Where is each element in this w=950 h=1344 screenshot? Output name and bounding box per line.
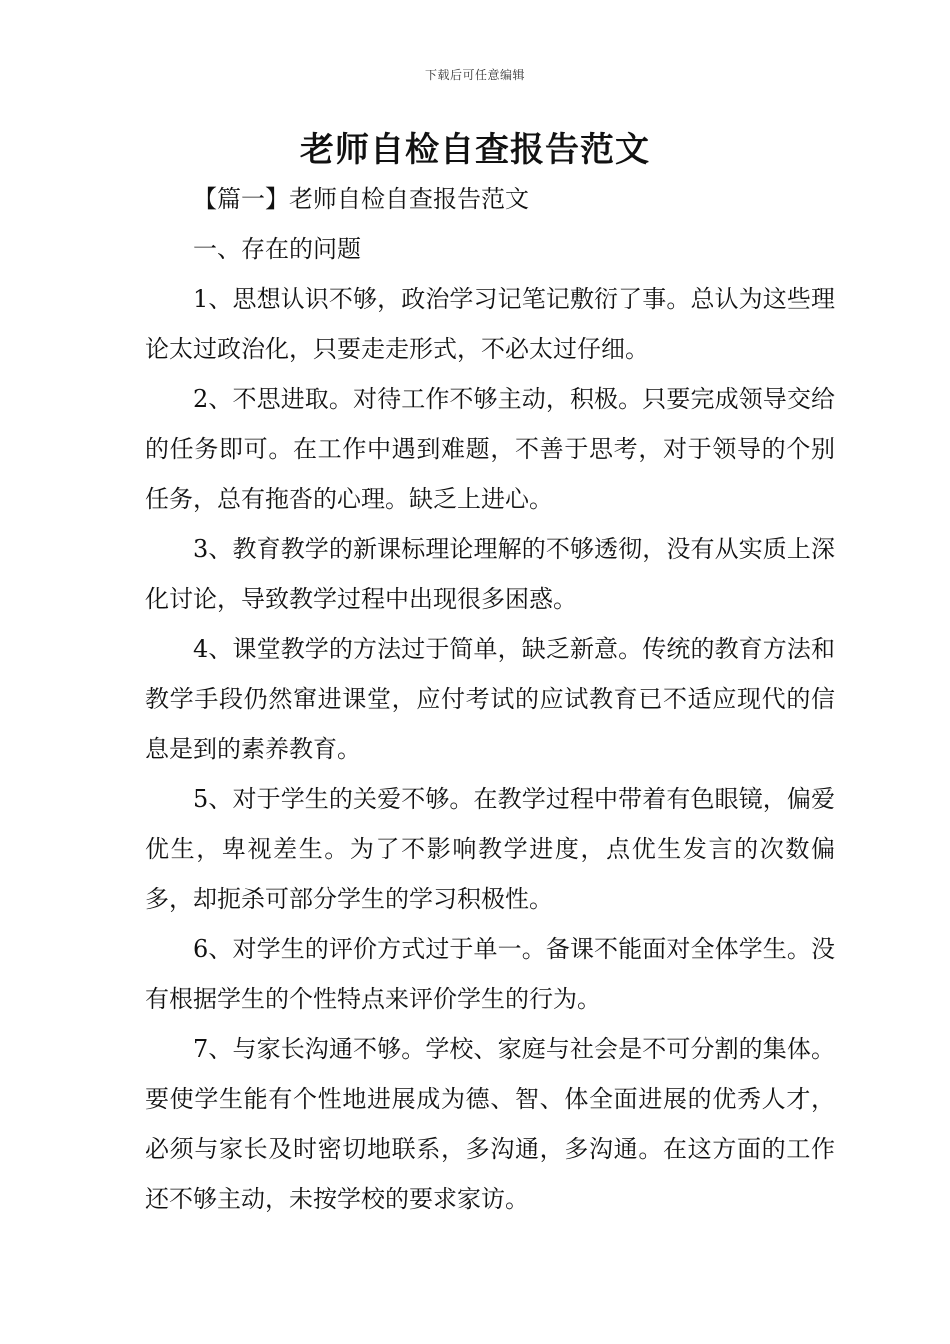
paragraph-3: 3、教育教学的新课标理论理解的不够透彻，没有从实质上深化讨论，导致教学过程中出现很多困惑。 <box>145 535 835 613</box>
subsection-heading: 一、存在的问题 <box>193 235 361 263</box>
paragraph-1: 1、思想认识不够，政治学习记笔记敷衍了事。总认为这些理论太过政治化，只要走走形式，不必太过仔细。 <box>145 285 835 363</box>
document-title: 老师自检自查报告范文 <box>300 130 650 170</box>
paragraph-4: 4、课堂教学的方法过于简单，缺乏新意。传统的教育方法和教学手段仍然窜进课堂，应付考试的应试教育已不适应现代的信息是到的素养教育。 <box>145 635 835 763</box>
paragraph-2: 2、不思进取。对待工作不够主动，积极。只要完成领导交给的任务即可。在工作中遇到难题，不善于思考，对于领导的个别任务，总有拖沓的心理。缺乏上进心。 <box>145 385 835 513</box>
document-body <box>145 174 835 1224</box>
section-heading: 【篇一】老师自检自查报告范文 <box>193 185 529 213</box>
paragraph-7: 7、与家长沟通不够。学校、家庭与社会是不可分割的集体。要使学生能有个性地进展成为德、智、体全面进展的优秀人才，必须与家长及时密切地联系，多沟通，多沟通。在这方面的工作还不够主动，未按学校的要求家访。 <box>145 1035 835 1213</box>
paragraph-6: 6、对学生的评价方式过于单一。备课不能面对全体学生。没有根据学生的个性特点来评价学生的行为。 <box>145 935 835 1013</box>
paragraph-5: 5、对于学生的关爱不够。在教学过程中带着有色眼镜，偏爱优生，卑视差生。为了不影响教学进度，点优生发言的次数偏多，却扼杀可部分学生的学习积极性。 <box>145 785 835 913</box>
header-note: 下载后可任意编辑 <box>424 68 525 82</box>
